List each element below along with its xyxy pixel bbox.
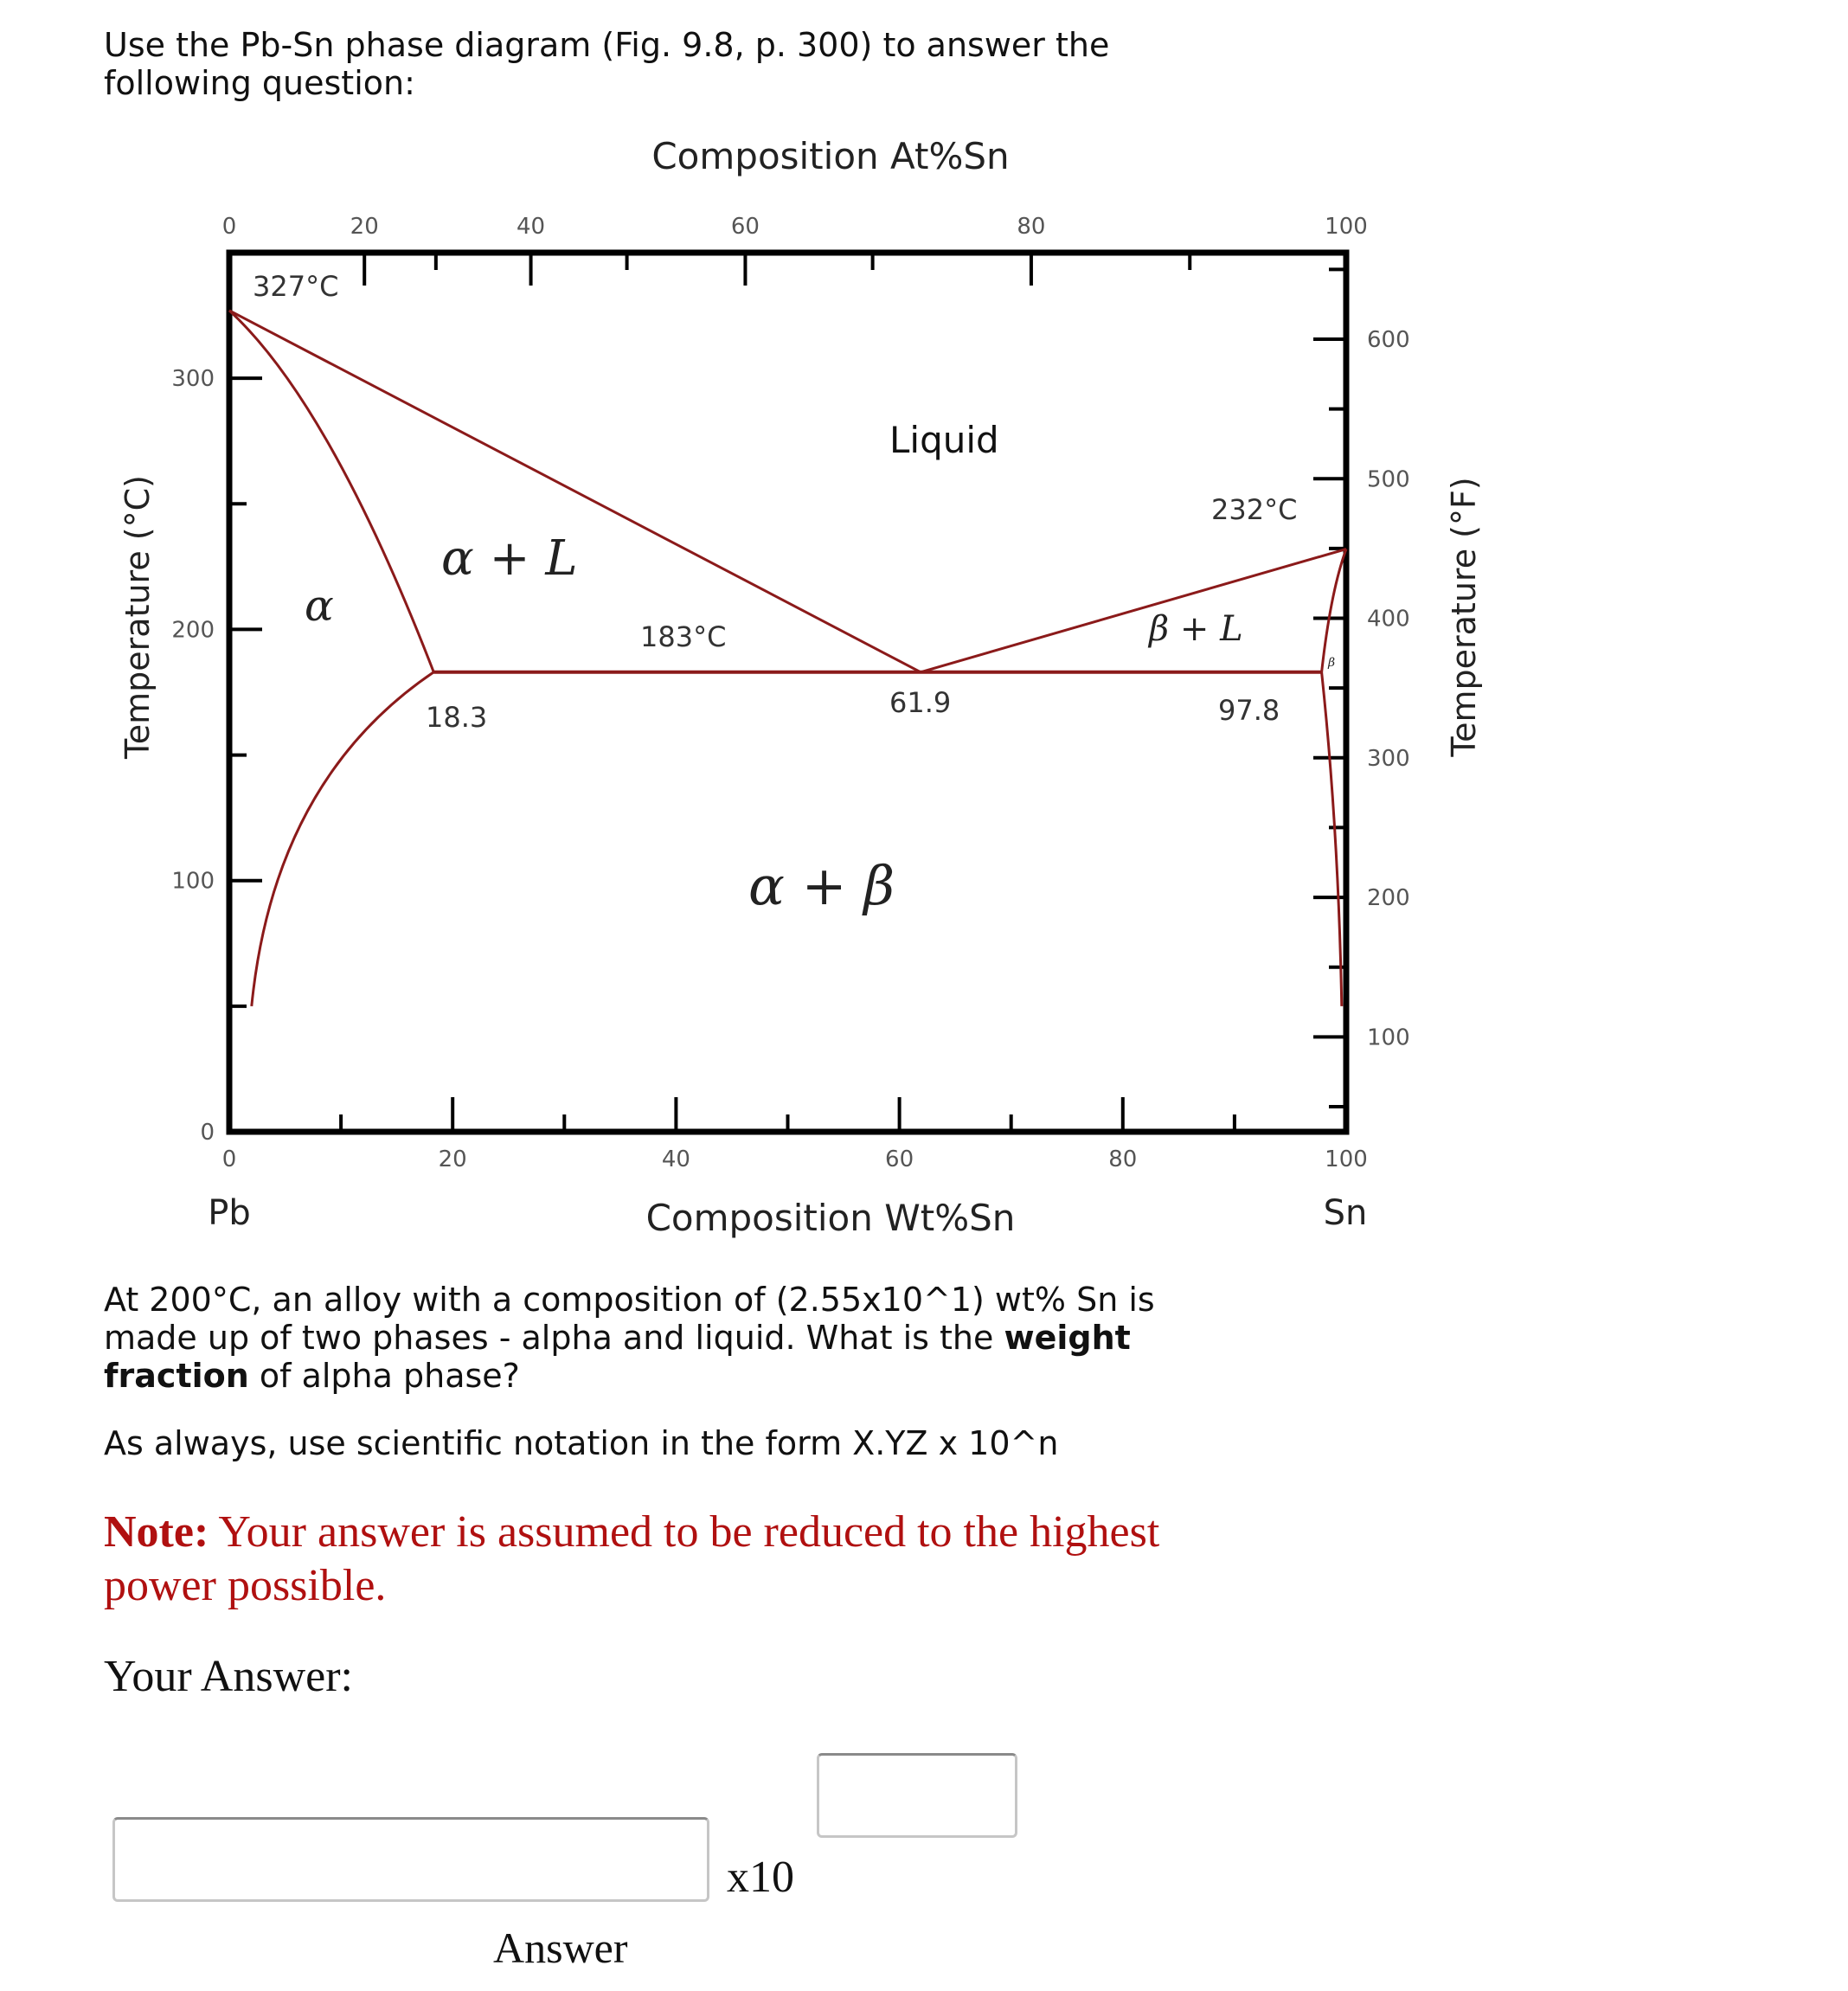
beta-liquid-region-label: β + L bbox=[1149, 609, 1243, 649]
top-axis-tick-labels bbox=[222, 214, 1368, 240]
top-tick-label: 40 bbox=[517, 214, 546, 240]
eutectic-temperature-label: 183°C bbox=[640, 620, 727, 653]
left-tick-label: 300 bbox=[171, 366, 215, 393]
phase-diagram bbox=[95, 130, 1531, 1255]
question-intro: Use the Pb-Sn phase diagram (Fig. 9.8, p. 300) to answer the following question: bbox=[104, 26, 1110, 102]
right-axis-title: Temperature (°F) bbox=[1445, 477, 1483, 757]
top-tick-label: 60 bbox=[730, 214, 760, 240]
exponent-input[interactable] bbox=[817, 1753, 1017, 1838]
question-bold-weight: weight bbox=[1004, 1319, 1131, 1357]
bottom-tick-label: 0 bbox=[221, 1146, 237, 1172]
note-label: Note: bbox=[104, 1507, 209, 1557]
instructions: As always, use scientific notation in the form X.YZ x 10^n bbox=[104, 1424, 1059, 1462]
liquid-region-label: Liquid bbox=[889, 419, 999, 461]
answer-heading: Your Answer: bbox=[104, 1652, 353, 1701]
pb-melting-point-label: 327°C bbox=[253, 270, 339, 303]
sn-melting-point-label: 232°C bbox=[1211, 493, 1298, 526]
left-element-label: Pb bbox=[208, 1193, 251, 1233]
bottom-tick-label: 80 bbox=[1108, 1146, 1138, 1172]
alpha-beta-region-label: α + β bbox=[748, 854, 895, 917]
left-axis-title: Temperature (°C) bbox=[119, 475, 157, 759]
left-tick-label: 100 bbox=[171, 868, 215, 895]
plot-frame bbox=[229, 253, 1346, 1132]
right-tick-label: 100 bbox=[1367, 1024, 1410, 1051]
bottom-axis-title: Composition Wt%Sn bbox=[645, 1197, 1016, 1239]
alpha-solvus-curve bbox=[252, 672, 434, 1006]
right-tick-label: 200 bbox=[1367, 885, 1410, 912]
bottom-tick-label: 20 bbox=[438, 1146, 467, 1172]
left-axis-tick-labels bbox=[171, 366, 215, 1146]
right-tick-label: 300 bbox=[1367, 745, 1410, 772]
note-text: Your answer is assumed to be reduced to the highest power possible. bbox=[104, 1507, 1160, 1610]
right-element-label: Sn bbox=[1323, 1193, 1368, 1233]
bottom-axis-tick-labels bbox=[222, 1146, 1368, 1172]
top-tick-label: 80 bbox=[1017, 214, 1046, 240]
bottom-tick-label: 60 bbox=[885, 1146, 914, 1172]
question-text-post: of alpha phase? bbox=[248, 1357, 520, 1395]
question-bold-fraction: fraction bbox=[104, 1357, 249, 1395]
bottom-tick-label: 40 bbox=[661, 1146, 690, 1172]
alpha-region-label: α bbox=[305, 581, 334, 631]
note bbox=[104, 1506, 1229, 1613]
top-axis-title: Composition At%Sn bbox=[651, 135, 1010, 177]
axis-tick-marks bbox=[229, 253, 1346, 1132]
left-tick-label: 200 bbox=[171, 617, 215, 644]
beta-region-label: β bbox=[1328, 656, 1336, 670]
alpha-liquid-region-label: α + L bbox=[441, 530, 578, 587]
beta-solidus-curve bbox=[1322, 549, 1346, 672]
right-tick-label: 600 bbox=[1367, 326, 1410, 353]
beta-solvus-curve bbox=[1322, 672, 1342, 1006]
left-tick-label: 0 bbox=[200, 1120, 215, 1146]
alpha-solubility-limit-label: 18.3 bbox=[426, 701, 488, 734]
right-axis-tick-labels bbox=[1367, 327, 1410, 1050]
top-tick-label: 20 bbox=[350, 214, 379, 240]
top-tick-label: 0 bbox=[221, 214, 237, 240]
bottom-tick-label: 100 bbox=[1325, 1146, 1368, 1172]
question-text-pre: At 200°C, an alloy with a composition of (2.55x10^1) wt% Sn is made up of two phases - alpha and liquid. What is the bbox=[104, 1281, 1155, 1357]
answer-caption: Answer bbox=[493, 1924, 628, 1972]
eutectic-composition-label: 61.9 bbox=[889, 686, 952, 719]
beta-solubility-limit-label: 97.8 bbox=[1218, 694, 1280, 727]
mantissa-input[interactable] bbox=[112, 1817, 709, 1902]
right-tick-label: 500 bbox=[1367, 466, 1410, 493]
liquidus-curve-right bbox=[921, 549, 1346, 672]
top-tick-label: 100 bbox=[1325, 214, 1368, 240]
times-ten-label: x10 bbox=[727, 1853, 794, 1902]
question-body bbox=[104, 1281, 1185, 1395]
right-tick-label: 400 bbox=[1367, 606, 1410, 633]
